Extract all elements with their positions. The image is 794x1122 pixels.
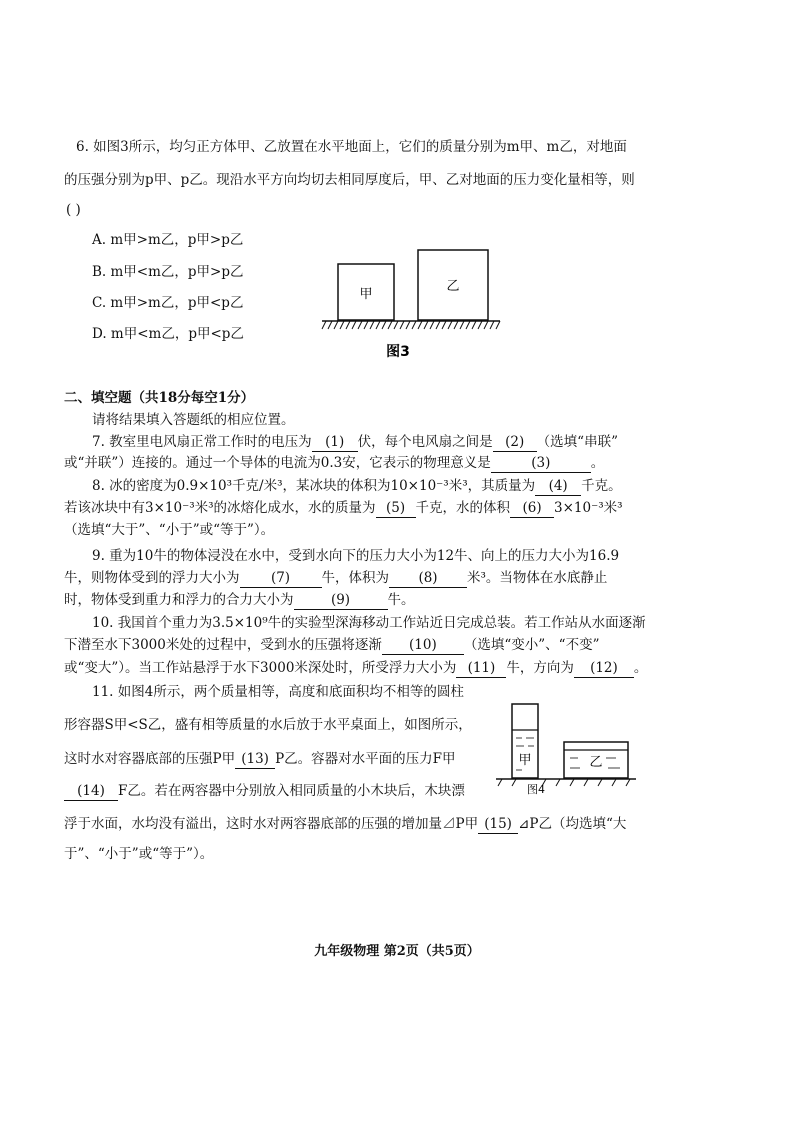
q8-text-d: 若该冰块中有3×10⁻³米³的冰熔化成水，水的质量为 — [64, 500, 376, 516]
q9-text-b: 牛，则物体受到的浮力大小为 — [64, 570, 240, 586]
q7-text-c: 伏，每个电风扇之间是 — [357, 434, 493, 450]
q10-text-d: 或“变大”）。当工作站悬浮于水下3000米深处时，所受浮力大小为 — [64, 660, 457, 676]
q7-line2 — [64, 453, 604, 473]
q11-line5 — [64, 814, 626, 834]
q10-text-f: 。 — [633, 660, 648, 676]
q11-text-c: 这时水对容器底部的压强P甲 — [64, 751, 236, 767]
q7-text-e: 或“并联”）连接的。通过一个导体的电流为0.3安，它表示的物理意义是 — [64, 455, 491, 471]
q6-line2: 的压强分别为p甲、p乙。现沿水平方向均切去相同厚度后，甲、乙对地面的压力变化量相等，则 — [64, 172, 635, 188]
q10-text-c: （选填“变小”、“不变” — [463, 637, 600, 653]
blank-5[interactable]: (5) — [376, 499, 416, 518]
blank-11[interactable]: (11) — [456, 659, 506, 678]
q11-text-e: F乙。若在两容器中分别放入相同质量的小木块后，木块漂 — [118, 783, 465, 799]
blank-6[interactable]: (6) — [510, 499, 554, 518]
q6-option-d: D. m甲<m乙，p甲<p乙 — [92, 326, 244, 342]
container-jia-label: 甲 — [518, 753, 532, 768]
blank-4[interactable]: (4) — [535, 477, 581, 496]
q6-option-c: C. m甲>m乙，p甲<p乙 — [92, 295, 244, 311]
blank-9[interactable]: (9) — [294, 591, 388, 610]
blank-7[interactable]: (7) — [240, 569, 322, 588]
q7-text-d: （选填“串联” — [536, 434, 618, 450]
blank-3[interactable]: (3) — [491, 454, 591, 473]
blank-1[interactable]: (1) — [312, 433, 358, 452]
q9-text-c: 牛，体积为 — [321, 570, 389, 586]
cube-jia-label: 甲 — [359, 287, 373, 302]
blank-8[interactable]: (8) — [389, 569, 467, 588]
q11-line3 — [64, 749, 456, 769]
q8-text-a: 8. 冰的密度为0.9×10³千克/米³，某冰块的体积为10×10⁻³米³，其质量为 — [92, 478, 536, 494]
figure-3 — [318, 240, 504, 370]
container-yi-label: 乙 — [589, 755, 603, 770]
figure-4-caption: 图4 — [527, 783, 545, 796]
blank-15[interactable]: (15) — [478, 815, 518, 834]
figure-4 — [490, 700, 640, 800]
table-hatching — [498, 779, 630, 786]
q10-text-b: 下潜至水下3000米处的过程中，受到水的压强将逐渐 — [64, 637, 382, 653]
q9-text-d: 米³。当物体在水底静止 — [467, 570, 608, 586]
section-instruction: 请将结果填入答题纸的相应位置。 — [92, 412, 295, 428]
q8-line3: （选填“大于”、“小于”或“等于”）。 — [64, 522, 275, 538]
cube-yi-label: 乙 — [446, 279, 460, 294]
blank-14[interactable]: (14) — [64, 782, 118, 801]
q8-text-c: 千克。 — [581, 478, 622, 494]
figure-3-caption: 图3 — [386, 344, 410, 360]
blank-2[interactable]: (2) — [493, 433, 537, 452]
q11-line2: 形容器S甲<S乙，盛有相等质量的水后放于水平桌面上，如图所示， — [64, 717, 472, 733]
q11-line6: 于”、“小于”或“等于”）。 — [64, 846, 214, 862]
q11-line4 — [64, 781, 465, 801]
page-footer: 九年级物理 第2页（共5页） — [314, 944, 480, 959]
blank-10[interactable]: (10) — [382, 636, 464, 655]
q6-line1: 6. 如图3所示，均匀正方体甲、乙放置在水平地面上，它们的质量分别为m甲、m乙，对地面 — [76, 139, 627, 155]
q11-text-g: ⊿P乙（均选填“大 — [518, 816, 627, 832]
q6-option-b: B. m甲<m乙，p甲>p乙 — [92, 264, 244, 280]
q10-text-e: 牛，方向为 — [506, 660, 574, 676]
q7-text-a: 7. 教室里电风扇正常工作时的电压为 — [92, 434, 312, 450]
q8-text-f: 3×10⁻³米³ — [554, 500, 623, 516]
q10-line1: 10. 我国首个重力为3.5×10⁹牛的实验型深海移动工作站近日完成总装。若工作站从水面逐渐 — [92, 615, 646, 631]
q7-line1 — [92, 432, 618, 452]
q10-line2 — [64, 635, 599, 655]
q11-text-d: P乙。容器对水平面的压力F甲 — [275, 751, 456, 767]
blank-13[interactable]: (13) — [235, 750, 275, 769]
ground-hatching — [322, 321, 500, 329]
q8-line1 — [92, 476, 622, 496]
blank-12[interactable]: (12) — [574, 659, 634, 678]
q7-text-f: 。 — [590, 455, 605, 471]
q9-text-e: 时，物体受到重力和浮力的合力大小为 — [64, 592, 294, 608]
q6-answer-paren: ( ) — [66, 202, 81, 218]
q11-text-f: 浮于水面，水均没有溢出，这时水对两容器底部的压强的增加量⊿P甲 — [64, 816, 479, 832]
q6-option-a: A. m甲>m乙，p甲>p乙 — [92, 232, 244, 248]
section-title: 二、填空题（共18分每空1分） — [64, 390, 255, 406]
q8-text-e: 千克，水的体积 — [415, 500, 511, 516]
q9-text-f: 牛。 — [387, 592, 415, 608]
q9-line1: 9. 重为10牛的物体浸没在水中，受到水向下的压力大小为12牛、向上的压力大小为16.9 — [92, 548, 620, 564]
q8-line2 — [64, 498, 623, 518]
q9-line3 — [64, 590, 415, 610]
q11-line1: 11. 如图4所示，两个质量相等，高度和底面积均不相等的圆柱 — [92, 684, 464, 700]
q10-line3 — [64, 658, 647, 678]
q9-line2 — [64, 568, 607, 588]
